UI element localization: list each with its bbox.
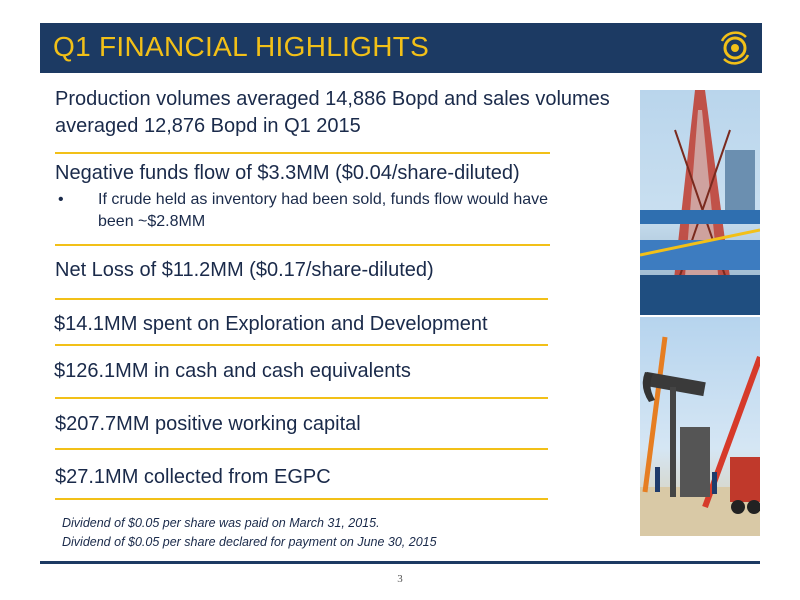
- title-bar: [40, 23, 762, 73]
- drilling-rig-photo: [640, 90, 760, 315]
- dividend-note-paid: Dividend of $0.05 per share was paid on March 31, 2015.: [62, 516, 380, 530]
- footer-rule: [40, 561, 760, 564]
- highlight-working-capital: $207.7MM positive working capital: [55, 413, 361, 435]
- highlight-production-line1: Production volumes averaged 14,886 Bopd and sales volumes: [55, 88, 610, 110]
- slide-title: Q1 FINANCIAL HIGHLIGHTS: [53, 31, 430, 62]
- divider-rule: [55, 344, 548, 346]
- highlight-funds-flow: [55, 160, 615, 233]
- divider-rule: [55, 298, 548, 300]
- divider-rule: [55, 152, 550, 154]
- highlight-production-line2: averaged 12,876 Bopd in Q1 2015: [55, 115, 361, 137]
- highlight-cash: $126.1MM in cash and cash equivalents: [54, 360, 411, 382]
- highlight-funds-flow-text: Negative funds flow of $3.3MM ($0.04/share-diluted): [55, 162, 520, 184]
- divider-rule: [55, 498, 548, 500]
- divider-rule: [55, 448, 548, 450]
- highlight-net-loss: Net Loss of $11.2MM ($0.17/share-diluted): [55, 259, 434, 281]
- dividend-note-declared: Dividend of $0.05 per share declared for payment on June 30, 2015: [62, 535, 437, 549]
- highlight-exploration: $14.1MM spent on Exploration and Development: [54, 313, 488, 335]
- funds-flow-bullet-line2: been ~$2.8MM: [98, 213, 206, 230]
- dividend-notes: [62, 514, 437, 552]
- divider-rule: [55, 244, 550, 246]
- divider-rule: [55, 397, 548, 399]
- highlight-production: [55, 86, 615, 140]
- funds-flow-bullet-line1: If crude held as inventory had been sold, funds flow would have: [98, 191, 549, 208]
- sun-ring-logo-icon: [718, 31, 752, 65]
- page-number: 3: [397, 573, 403, 585]
- pumpjack-photo: [640, 317, 760, 536]
- funds-flow-bullet: [55, 189, 615, 233]
- bullet-icon: •: [58, 191, 64, 208]
- highlight-egpc: $27.1MM collected from EGPC: [55, 466, 331, 488]
